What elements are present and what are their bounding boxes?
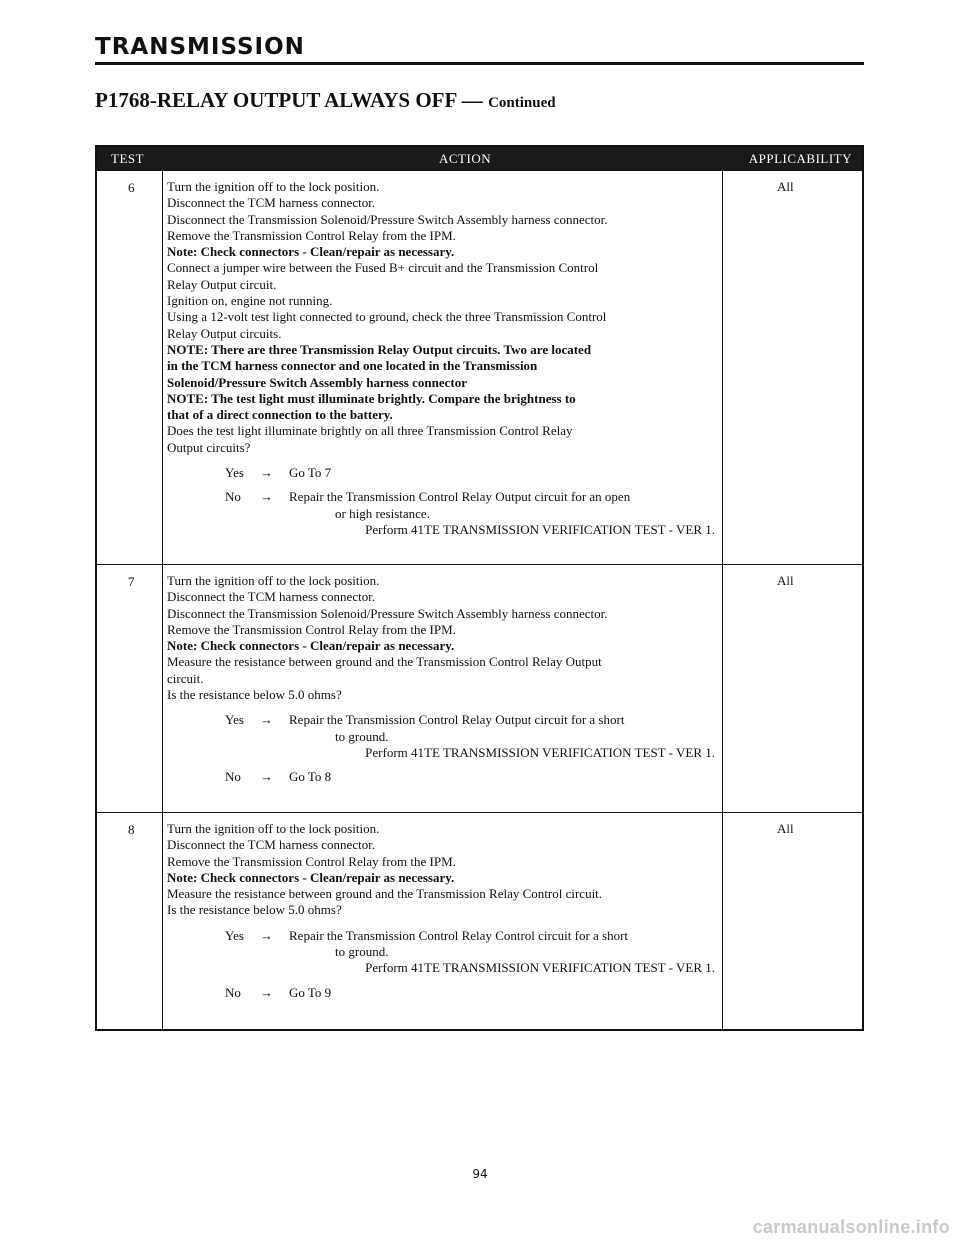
- column-header-applicability: APPLICABILITY: [748, 151, 852, 166]
- action-question: Is the resistance below 5.0 ohms?: [167, 687, 342, 703]
- action-note: Note: Check connectors - Clean/repair as necessary.: [167, 244, 455, 260]
- test-number: 7: [128, 574, 135, 589]
- action-line: Turn the ignition off to the lock position.: [167, 573, 380, 588]
- branch-result-line: Repair the Transmission Control Relay Output circuit for an open: [289, 489, 631, 505]
- action-line: Disconnect the TCM harness connector.: [167, 589, 376, 605]
- arrow-icon: →: [260, 489, 273, 505]
- action-line: Disconnect the Transmission Solenoid/Pressure Switch Assembly harness connector.: [167, 605, 608, 621]
- page-title: [95, 88, 556, 113]
- action-note: Solenoid/Pressure Switch Assembly harness connector: [167, 374, 467, 390]
- action-cell: [167, 573, 715, 786]
- action-note: NOTE: There are three Transmission Relay Output circuits. Two are located: [167, 341, 592, 357]
- action-line: Remove the Transmission Control Relay from the IPM.: [167, 227, 456, 243]
- action-line: Measure the resistance between ground and the Transmission Control Relay Output: [167, 654, 602, 670]
- action-question: Output circuits?: [167, 439, 251, 455]
- yes-branch: [167, 465, 715, 481]
- page-title-main: P1768-RELAY OUTPUT ALWAYS OFF —: [95, 88, 483, 112]
- page-title-continued: Continued: [488, 95, 556, 111]
- column-divider: [722, 565, 723, 812]
- applicability-cell: All: [777, 179, 794, 194]
- action-line: Disconnect the TCM harness connector.: [167, 195, 376, 211]
- header-divider: [95, 62, 864, 65]
- page-number: 94: [472, 1167, 488, 1181]
- branch-result: [289, 465, 715, 481]
- action-line: Measure the resistance between ground and the Transmission Relay Control circuit.: [167, 886, 603, 902]
- no-branch: [167, 769, 715, 785]
- branch-result-line: Perform 41TE TRANSMISSION VERIFICATION TEST - VER 1.: [365, 744, 715, 760]
- branch-result-line: to ground.: [335, 728, 389, 744]
- table-row-test-7: [97, 564, 862, 812]
- arrow-icon: →: [260, 712, 273, 728]
- column-divider: [162, 813, 163, 1029]
- action-note: that of a direct connection to the battery.: [167, 407, 393, 423]
- branch-result-line: Go To 7: [289, 465, 332, 481]
- action-line: circuit.: [167, 670, 204, 686]
- table-header-row: [97, 147, 862, 170]
- action-line: Relay Output circuits.: [167, 325, 282, 341]
- branch-result: [289, 489, 715, 538]
- action-note: NOTE: The test light must illuminate brightly. Compare the brightness to: [167, 390, 576, 406]
- yes-branch: [167, 928, 715, 977]
- branch-result-line: Go To 8: [289, 769, 332, 785]
- no-branch: [167, 489, 715, 538]
- action-line: Remove the Transmission Control Relay from the IPM.: [167, 621, 456, 637]
- action-line: Disconnect the TCM harness connector.: [167, 837, 376, 853]
- no-branch: [167, 985, 715, 1001]
- action-line: Turn the ignition off to the lock position.: [167, 179, 380, 194]
- branch-result-line: Perform 41TE TRANSMISSION VERIFICATION TEST - VER 1.: [365, 521, 715, 537]
- action-line: Turn the ignition off to the lock position.: [167, 821, 380, 836]
- section-header: TRANSMISSION: [95, 34, 305, 60]
- column-divider: [722, 813, 723, 1029]
- branch-result-line: to ground.: [335, 944, 389, 960]
- action-line: Ignition on, engine not running.: [167, 293, 333, 309]
- column-divider: [162, 171, 163, 564]
- column-header-test: TEST: [111, 151, 145, 166]
- arrow-icon: →: [260, 927, 273, 943]
- branch-result-line: Repair the Transmission Control Relay Control circuit for a short: [289, 927, 629, 943]
- yes-label: Yes: [225, 465, 244, 481]
- watermark-logo: carmanualsonline.info: [752, 1217, 950, 1237]
- action-line: Relay Output circuit.: [167, 276, 277, 292]
- action-cell: [167, 821, 715, 1001]
- no-label: No: [225, 769, 241, 785]
- action-note: in the TCM harness connector and one located in the Transmission: [167, 358, 538, 374]
- action-note: Note: Check connectors - Clean/repair as necessary.: [167, 638, 455, 654]
- no-label: No: [225, 984, 241, 1000]
- table-row-test-8: [97, 812, 862, 1029]
- branch-result-line: or high resistance.: [335, 505, 430, 521]
- action-note: Note: Check connectors - Clean/repair as necessary.: [167, 869, 455, 885]
- yes-branch: [167, 712, 715, 761]
- branch-result-line: Perform 41TE TRANSMISSION VERIFICATION TEST - VER 1.: [365, 960, 715, 976]
- action-cell: [167, 179, 715, 538]
- yes-label: Yes: [225, 927, 244, 943]
- branch-result: [289, 985, 715, 1001]
- action-question: Is the resistance below 5.0 ohms?: [167, 902, 342, 918]
- branch-result: [289, 769, 715, 785]
- yes-label: Yes: [225, 712, 244, 728]
- branch-result: [289, 712, 715, 761]
- test-number: 6: [128, 180, 135, 195]
- column-divider: [162, 565, 163, 812]
- action-line: Remove the Transmission Control Relay from the IPM.: [167, 853, 456, 869]
- action-line: Using a 12-volt test light connected to ground, check the three Transmission Control: [167, 309, 607, 325]
- column-header-action: ACTION: [439, 151, 492, 166]
- branch-result: [289, 928, 715, 977]
- applicability-cell: All: [777, 573, 794, 588]
- arrow-icon: →: [260, 465, 273, 481]
- action-line: Connect a jumper wire between the Fused B+ circuit and the Transmission Control: [167, 260, 599, 276]
- test-number: 8: [128, 822, 135, 837]
- arrow-icon: →: [260, 769, 273, 785]
- table-row-test-6: [97, 170, 862, 564]
- action-question: Does the test light illuminate brightly on all three Transmission Control Relay: [167, 423, 573, 439]
- column-divider: [722, 171, 723, 564]
- diagnostic-test-table: [95, 145, 864, 1031]
- applicability-cell: All: [777, 821, 794, 836]
- action-line: Disconnect the Transmission Solenoid/Pressure Switch Assembly harness connector.: [167, 211, 608, 227]
- no-label: No: [225, 489, 241, 505]
- branch-result-line: Repair the Transmission Control Relay Output circuit for a short: [289, 712, 625, 728]
- branch-result-line: Go To 9: [289, 984, 332, 1000]
- arrow-icon: →: [260, 984, 273, 1000]
